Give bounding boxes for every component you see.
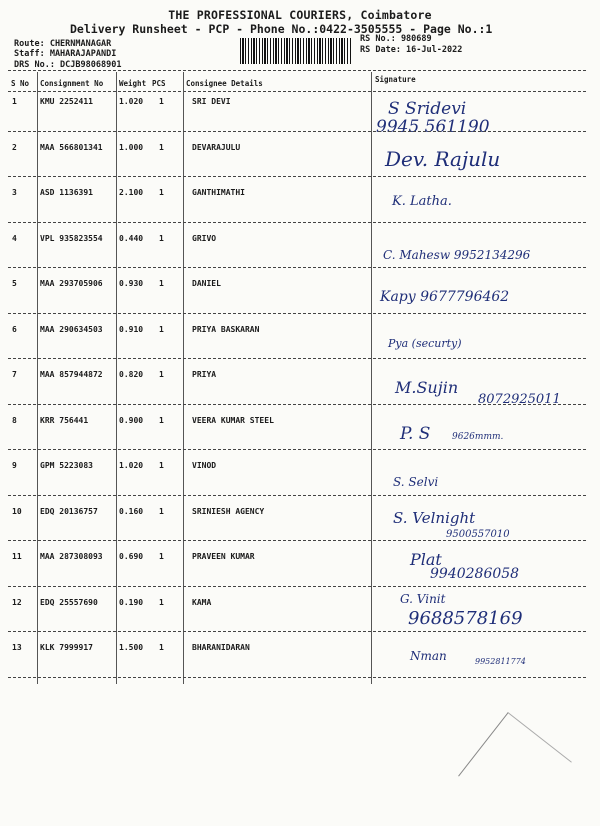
row-sno: 5 xyxy=(12,279,17,288)
row-pcs: 1 xyxy=(159,370,164,379)
row-weight: 0.190 xyxy=(119,597,144,607)
row-pcs: 1 xyxy=(159,506,164,516)
page-curl xyxy=(458,712,572,826)
row-sno: 13 xyxy=(12,643,22,652)
row-signature: S. Velnight xyxy=(393,508,476,527)
row-pcs: 1 xyxy=(159,188,164,197)
row-signature-phone: 9626mmm. xyxy=(452,431,504,442)
row-weight: 1.500 xyxy=(119,643,144,652)
row-signature-phone: 9940286058 xyxy=(430,566,520,582)
row-signature-phone: 9688578169 xyxy=(408,607,523,629)
column-divider xyxy=(116,72,117,684)
row-sno: 2 xyxy=(12,142,17,152)
row-consignment-no: MAA 293705906 xyxy=(40,279,103,288)
row-weight: 1.000 xyxy=(119,142,144,152)
staff-label: Staff: MAHARAJAPANDI xyxy=(14,49,117,59)
row-signature: C. Mahesw 9952134296 xyxy=(383,247,531,262)
row-consignment-no: GPM 5223083 xyxy=(40,461,93,470)
row-sno: 6 xyxy=(12,324,17,334)
col-header-pcs: PCS xyxy=(152,79,166,88)
row-pcs: 1 xyxy=(159,233,164,243)
row-consignee: PRAVEEN KUMAR xyxy=(192,552,255,561)
col-header-consignee: Consignee Details xyxy=(186,79,263,88)
header-top-rule xyxy=(8,70,586,71)
row-separator xyxy=(8,131,586,132)
row-consignee: PRIYA xyxy=(192,370,217,379)
row-consignment-no: MAA 857944872 xyxy=(40,370,103,379)
row-sno: 3 xyxy=(12,188,17,197)
row-signature: Plat xyxy=(410,550,442,569)
row-separator xyxy=(8,495,586,496)
row-consignment-no: KMU 2252411 xyxy=(40,97,93,106)
row-signature: G. Vinit xyxy=(400,591,446,606)
row-sno: 7 xyxy=(12,370,17,379)
route-label: Route: CHERNMANAGAR xyxy=(14,39,112,49)
row-pcs: 1 xyxy=(159,415,164,425)
row-pcs: 1 xyxy=(159,97,164,106)
row-signature: P. S xyxy=(400,423,431,444)
row-consignment-no: KRR 756441 xyxy=(40,415,89,425)
row-separator xyxy=(8,313,586,314)
row-sno: 4 xyxy=(12,233,17,243)
row-sno: 11 xyxy=(12,552,22,561)
row-consignment-no: ASD 1136391 xyxy=(40,188,93,197)
row-consignee: DEVARAJULU xyxy=(192,142,241,152)
row-pcs: 1 xyxy=(159,597,164,607)
col-header-sno: S No xyxy=(11,79,30,88)
row-weight: 0.690 xyxy=(119,552,144,561)
row-pcs: 1 xyxy=(159,643,164,652)
row-consignee: VEERA KUMAR STEEL xyxy=(192,415,274,425)
row-consignee: SRI DEVI xyxy=(192,97,231,106)
row-separator xyxy=(8,631,586,632)
row-consignment-no: MAA 287308093 xyxy=(40,552,103,561)
row-consignee: KAMA xyxy=(192,597,212,607)
row-weight: 1.020 xyxy=(119,97,144,106)
row-sno: 9 xyxy=(12,461,17,470)
row-separator xyxy=(8,358,586,359)
row-consignment-no: MAA 290634503 xyxy=(40,324,103,334)
col-header-weight: Weight xyxy=(119,79,147,88)
row-pcs: 1 xyxy=(159,324,164,334)
barcode xyxy=(240,38,352,64)
row-weight: 0.910 xyxy=(119,324,144,334)
row-sno: 1 xyxy=(12,97,17,106)
row-consignment-no: KLK 7999917 xyxy=(40,643,93,652)
row-signature: Dev. Rajulu xyxy=(385,146,501,171)
row-signature-phone: 9500557010 xyxy=(446,528,510,540)
row-weight: 0.820 xyxy=(119,370,144,379)
row-consignee: GRIVO xyxy=(192,233,217,243)
runsheet-subtitle: Delivery Runsheet - PCP - Phone No.:0422-3505555 - Page No.:1 xyxy=(70,22,493,36)
document-title: THE PROFESSIONAL COURIERS, Coimbatore xyxy=(168,8,432,22)
column-divider xyxy=(37,72,38,684)
row-separator xyxy=(8,540,586,541)
row-pcs: 1 xyxy=(159,279,164,288)
row-signature: Pya (securty) xyxy=(388,336,462,350)
row-weight: 0.440 xyxy=(119,233,144,243)
row-consignee: GANTHIMATHI xyxy=(192,188,245,197)
row-consignee: PRIYA BASKARAN xyxy=(192,324,260,334)
row-signature: S. Selvi xyxy=(393,475,439,489)
row-signature: Kapy 9677796462 xyxy=(380,289,510,305)
rs-number: RS No.: 980689 xyxy=(360,34,432,44)
row-sno: 10 xyxy=(12,506,22,516)
row-signature-phone: 8072925011 xyxy=(478,392,561,407)
row-consignment-no: MAA 566801341 xyxy=(40,142,103,152)
column-divider xyxy=(183,72,184,684)
row-pcs: 1 xyxy=(159,552,164,561)
row-pcs: 1 xyxy=(159,142,164,152)
rs-date: RS Date: 16-Jul-2022 xyxy=(360,45,463,55)
row-sno: 12 xyxy=(12,597,22,607)
row-consignee: BHARANIDARAN xyxy=(192,643,250,652)
column-divider xyxy=(371,72,372,684)
row-consignment-no: EDQ 25557690 xyxy=(40,597,98,607)
row-sno: 8 xyxy=(12,415,17,425)
row-separator xyxy=(8,222,586,223)
row-separator xyxy=(8,449,586,450)
drs-number: DRS No.: DCJB98068901 xyxy=(14,60,122,70)
row-signature: K. Latha. xyxy=(392,194,452,209)
col-header-consignment: Consignment No xyxy=(40,79,104,88)
row-signature-phone: 9952811774 xyxy=(475,657,526,666)
col-header-signature: Signature xyxy=(375,75,416,84)
row-signature: Nman xyxy=(410,649,447,663)
row-separator xyxy=(8,677,586,678)
row-weight: 0.900 xyxy=(119,415,144,425)
row-weight: 1.020 xyxy=(119,461,144,470)
row-separator xyxy=(8,404,586,405)
row-weight: 0.160 xyxy=(119,506,144,516)
row-consignee: SRINIESH AGENCY xyxy=(192,506,265,516)
row-separator xyxy=(8,267,586,268)
row-consignee: VINOD xyxy=(192,461,217,470)
row-signature: S Sridevi xyxy=(388,99,467,119)
header-bottom-rule xyxy=(8,91,586,92)
row-weight: 2.100 xyxy=(119,188,144,197)
row-consignment-no: VPL 935823554 xyxy=(40,233,103,243)
row-separator xyxy=(8,176,586,177)
row-consignment-no: EDQ 20136757 xyxy=(40,506,98,516)
row-pcs: 1 xyxy=(159,461,164,470)
row-signature: M.Sujin xyxy=(395,378,459,397)
row-signature-phone: 9945 561190 xyxy=(376,117,490,137)
row-consignee: DANIEL xyxy=(192,279,221,288)
row-weight: 0.930 xyxy=(119,279,144,288)
row-separator xyxy=(8,586,586,587)
